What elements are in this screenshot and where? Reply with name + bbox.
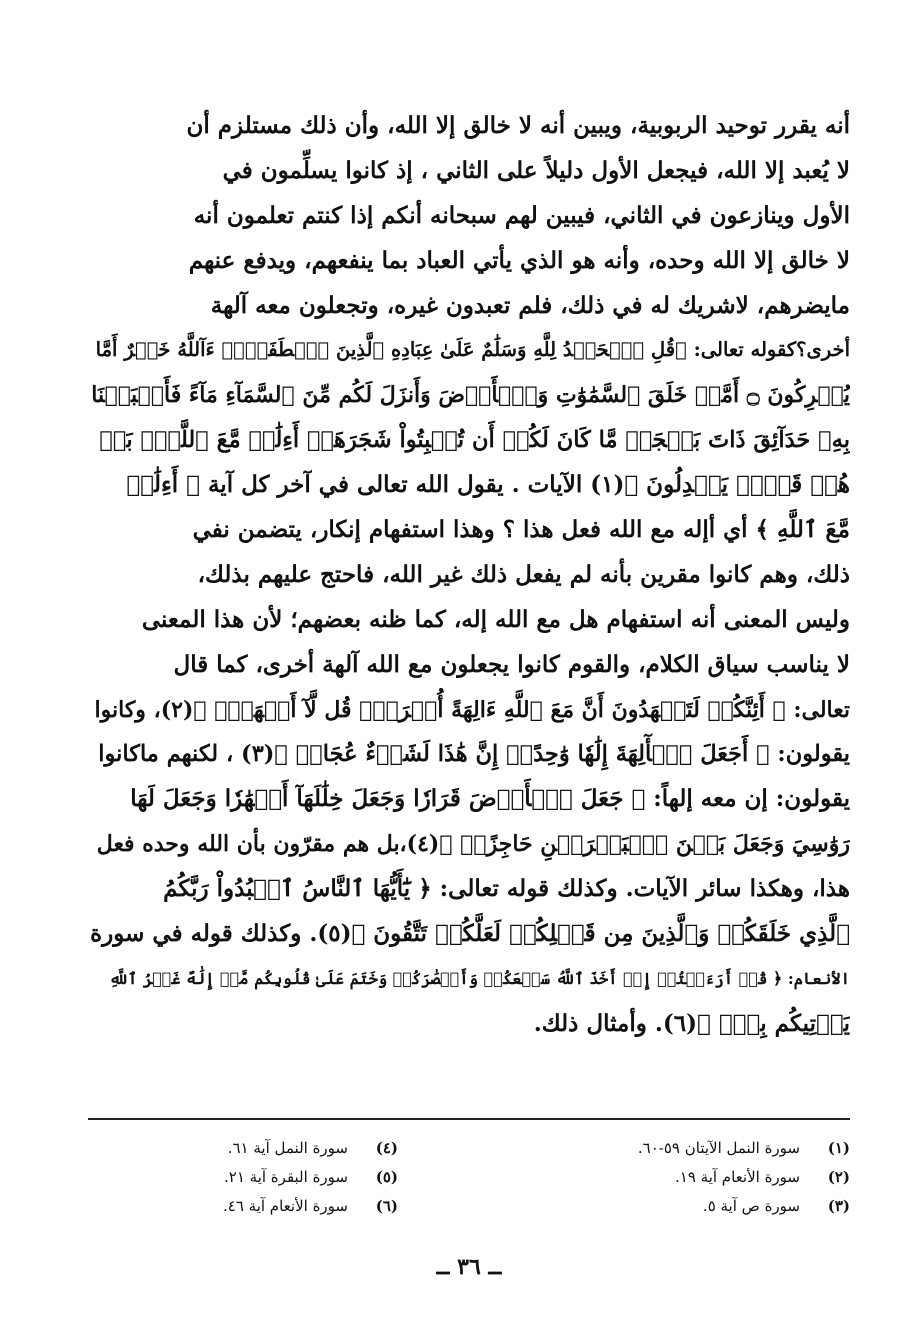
text-line: مايضرهم، لاشريك له في ذلك، فلم تعبدون غيره، وتجعلون معه آلهة [210,291,850,319]
body-text [88,104,850,1047]
text-line: لا يُعبد إلا الله، فيجعل الأول دليلاً على الثاني ، إذ كانوا يسلِّمون في [222,156,850,184]
footnote-number: (٣) [827,1197,850,1215]
footnotes-right-column [490,1134,850,1221]
footnote [490,1192,850,1221]
text-line: ٱلَّذِي خَلَقَكُمۡ وَٱلَّذِينَ مِن قَبۡلِكُمۡ لَعَلَّكُمۡ تَتَّقُونَ ﴾(٥). وكذلك قوله في سورة [90,920,850,948]
footnote-text: سورة ص آية ٥. [702,1197,800,1215]
text-line: يقولون: ﴿ أَجَعَلَ ٱلۡأٓلِهَةَ إِلَٰهٗا وَٰحِدًاۖ إِنَّ هَٰذَا لَشَيۡءٌ عُجَابٞ ﴾(٣) ، لكنهم ماكانوا [98,741,850,768]
text-line: لا يناسب سياق الكلام، والقوم كانوا يجعلون مع الله آلهة أخرى، كما قال [173,650,850,678]
footnote-number: (١) [827,1139,850,1157]
footnote-text: سورة الأنعام آية ٤٦. [222,1197,348,1215]
footnote [490,1163,850,1192]
footnote-text: سورة النمل آية ٦١. [227,1139,348,1157]
text-line: ذلك، وهم كانوا مقرين بأنه لم يفعل ذلك غير الله، فاحتج عليهم بذلك، [197,560,850,588]
footnote [490,1134,850,1163]
text-line: الأنعام: ﴿ قُلۡ أَرَءَيۡتُمۡ إِنۡ أَخَذَ ٱللَّهُ سَمۡعَكُمۡ وَأَبۡصَٰرَكُمۡ وَخَتَمَ عَلَىٰ قُلُوبِكُم مَّنۡ إِلَٰهٌ غَيۡرُ ٱللَّهِ [109,968,850,988]
text-line: أنه يقرر توحيد الربوبية، ويبين أنه لا خالق إلا الله، وأن ذلك مستلزم أن [186,112,850,139]
text-line: يقولون: إن معه إلهاً: ﴿ جَعَلَ ٱلۡأَرۡضَ قَرَارٗا وَجَعَلَ خِلَٰلَهَآ أَنۡهَٰرٗا وَجَعَلَ لَهَا [130,785,850,813]
text-line: بِهِۦ حَدَآئِقَ ذَاتَ بَهۡجَةٖ مَّا كَانَ لَكُمۡ أَن تُنۢبِتُواْ شَجَرَهَآۗ أَءِلَٰهٞ مَّعَ ٱللَّهِۚ بَلۡ [99,427,850,454]
text-line: وليس المعنى أنه استفهام هل مع الله إله، كما ظنه بعضهم؛ لأن هذا المعنى [141,605,850,633]
document-page [88,104,850,1304]
text-line: أخرى؟كقوله تعالى: ﴿قُلِ ٱلۡحَمۡدُ لِلَّهِ وَسَلَٰمٌ عَلَىٰ عِبَادِهِ ٱلَّذِينَ ٱصۡطَفَىٰٓۗ ءَآللَّهُ خَيۡرٌ أَمَّا [95,338,850,362]
footnote-number: (٤) [375,1139,398,1157]
text-line: مَّعَ ٱللَّهِ ﴾ أي أإله مع الله فعل هذا ؟ وهذا استفهام إنكار، يتضمن نفي [192,516,850,544]
footnote-text: سورة البقرة آية ٢١. [223,1168,348,1186]
footnote-number: (٦) [375,1197,398,1215]
text-line: هُمۡ قَوۡمٞ يَعۡدِلُونَ ﴾(١) الآيات . يقول الله تعالى في آخر كل آية ﴿ أَءِلَٰهٞ [126,471,850,499]
footnote [88,1163,398,1192]
footnote-separator [88,1118,850,1120]
footnotes-left-column [88,1134,398,1221]
text-line: هذا، وهكذا سائر الآيات. وكذلك قوله تعالى: ﴿ يَٰٓأَيُّهَا ٱلنَّاسُ ٱعۡبُدُواْ رَبَّكُمُ [163,875,850,903]
footnote-text: سورة النمل الآيتان ٥٩-٦٠. [637,1139,800,1157]
footnote [88,1134,398,1163]
footnote [88,1192,398,1221]
footnote-number: (٢) [827,1168,850,1186]
text-line: تعالى: ﴿ أَئِنَّكُمۡ لَتَشۡهَدُونَ أَنَّ مَعَ ٱللَّهِ ءَالِهَةً أُخۡرَىٰۚ قُل لَّآ أَشۡهَدُۚ ﴾(٢)، وكانوا [94,696,850,723]
text-line: لا خالق إلا الله وحده، وأنه هو الذي يأتي العباد بما ينفعهم، ويدفع عنهم [188,246,850,274]
text-line: رَوَٰسِيَ وَجَعَلَ بَيۡنَ ٱلۡبَحۡرَيۡنِ حَاجِزًاۗ ﴾(٤)،بل هم مقرّون بأن الله وحده فعل [96,831,850,858]
text-line: يَأۡتِيكُم بِهِۗ ﴾(٦). وأمثال ذلك. [533,1009,850,1037]
footnote-number: (٥) [375,1168,398,1186]
footnote-text: سورة الأنعام آية ١٩. [674,1168,800,1186]
text-line: يُشۡرِكُونَ ۝ أَمَّنۡ خَلَقَ ٱلسَّمَٰوَٰتِ وَٱلۡأَرۡضَ وَأَنزَلَ لَكُم مِّنَ ٱلسَّمَآءِ مَآءً فَأَنۢبَتۡنَا [91,382,850,409]
text-line: الأول وينازعون في الثاني، فيبين لهم سبحانه أنكم إذا كنتم تعلمون أنه [193,201,850,229]
footnotes [88,1134,850,1221]
page-number: ــ ٣٦ ــ [436,1254,502,1280]
